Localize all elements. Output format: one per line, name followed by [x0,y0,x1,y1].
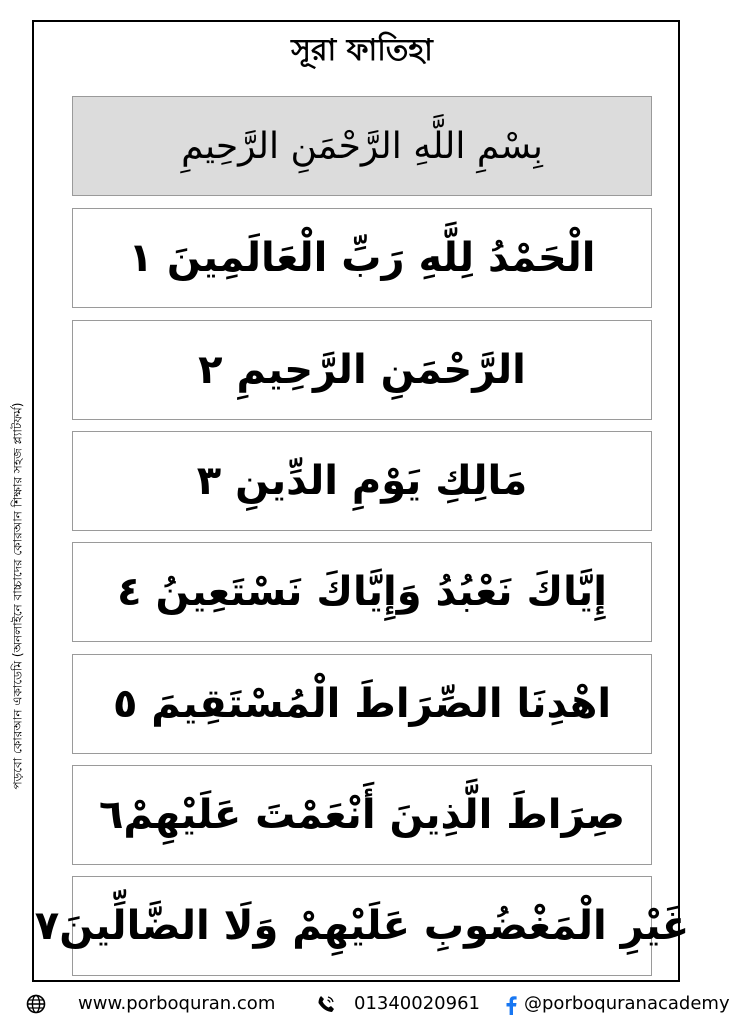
globe-icon [26,994,46,1014]
website-link[interactable]: www.porboquran.com [78,993,276,1014]
side-caption [0,232,38,960]
verse-1: الْحَمْدُ لِلَّهِ رَبِّ الْعَالَمِينَ ١ [72,208,652,308]
verse-4: إِيَّاكَ نَعْبُدُ وَإِيَّاكَ نَسْتَعِينُ ٤ [72,542,652,642]
phone-icon [316,994,336,1014]
verse-6: صِرَاطَ الَّذِينَ أَنْعَمْتَ عَلَيْهِمْ٦ [72,765,652,865]
phone-number[interactable]: 01340020961 [354,993,480,1014]
verse-bismillah: بِسْمِ اللَّهِ الرَّحْمَنِ الرَّحِيمِ [72,96,652,196]
page-title: সূরা ফাতিহা [291,33,433,68]
verse-3: مَالِكِ يَوْمِ الدِّينِ ٣ [72,431,652,531]
facebook-icon [504,995,518,1015]
facebook-handle[interactable]: @porboquranacademy [524,993,730,1014]
footer [0,990,730,1018]
verse-2: الرَّحْمَنِ الرَّحِيمِ ٢ [72,320,652,420]
verse-5: اهْدِنَا الصِّرَاطَ الْمُسْتَقِيمَ ٥ [72,654,652,754]
verse-7: غَيْرِ الْمَغْضُوبِ عَلَيْهِمْ وَلَا الضَّالِّينَ٧ [72,876,652,976]
side-caption-text: পড়বো কোরআন একাডেমি (অনলাইনে বাচ্চাদের কোরআন শিক্ষার সহজ প্ল্যাটফর্ম) [10,402,24,790]
